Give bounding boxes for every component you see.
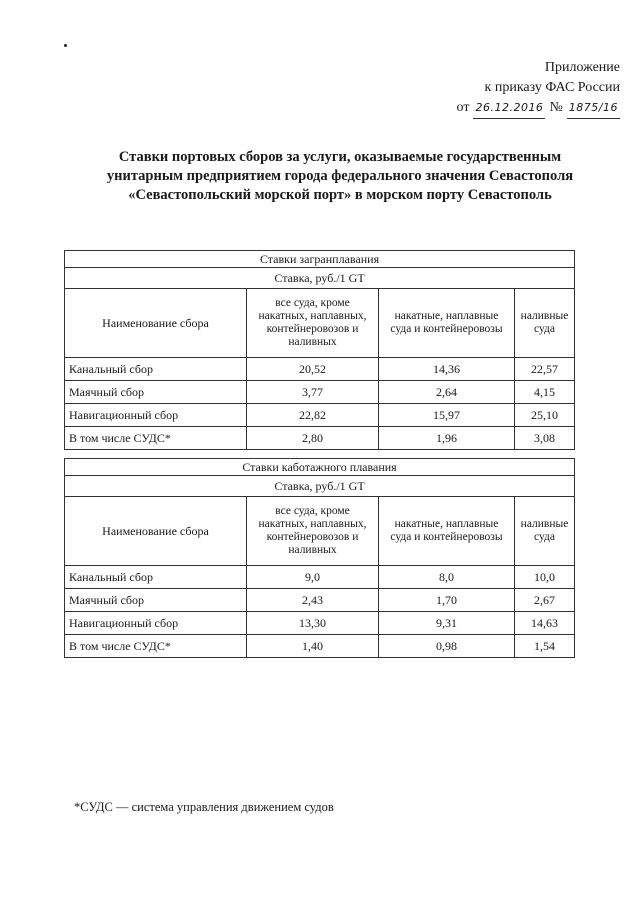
fee-value: 1,40: [247, 635, 379, 658]
table-row: [65, 427, 575, 450]
coastal-rates-table: [64, 458, 575, 658]
fee-value: 25,10: [515, 404, 575, 427]
fee-name: В том числе СУДС*: [65, 427, 247, 450]
column-header-tankers: наливные суда: [515, 497, 575, 566]
fee-value: 10,0: [515, 566, 575, 589]
column-header-all-vessels: все суда, кроме накатных, наплавных, контейнеровозов и наливных: [247, 289, 379, 358]
section-title: Ставки каботажного плавания: [65, 459, 575, 476]
fee-name: Навигационный сбор: [65, 612, 247, 635]
fee-value: 2,43: [247, 589, 379, 612]
table-row: [65, 381, 575, 404]
name-column-header: Наименование сбора: [65, 497, 247, 566]
fee-value: 9,0: [247, 566, 379, 589]
column-header-tankers: наливные суда: [515, 289, 575, 358]
scan-dot-mark: [64, 44, 67, 47]
fee-value: 2,67: [515, 589, 575, 612]
fee-value: 13,30: [247, 612, 379, 635]
table-row: [65, 404, 575, 427]
fee-value: 15,97: [379, 404, 515, 427]
fee-name: Канальный сбор: [65, 358, 247, 381]
fee-value: 2,80: [247, 427, 379, 450]
order-date: 26.12.2016: [473, 98, 545, 119]
fee-value: 0,98: [379, 635, 515, 658]
fee-value: 20,52: [247, 358, 379, 381]
order-number: 1875/16: [567, 98, 620, 119]
footnote: *СУДС — система управления движением судов: [74, 800, 334, 814]
appendix-title: Приложение: [544, 60, 620, 75]
column-header-all-vessels: все суда, кроме накатных, наплавных, контейнеровозов и наливных: [247, 497, 379, 566]
section-title: Ставки загранплавания: [65, 251, 575, 268]
fee-value: 22,82: [247, 404, 379, 427]
table-row: [65, 589, 575, 612]
table-row: [65, 612, 575, 635]
fee-name: Маячный сбор: [65, 589, 247, 612]
fee-name: Маячный сбор: [65, 381, 247, 404]
appendix-block: [400, 58, 620, 119]
name-column-header: Наименование сбора: [65, 289, 247, 358]
order-number-label: №: [549, 100, 563, 115]
table-row: [65, 358, 575, 381]
fee-value: 4,15: [515, 381, 575, 404]
table-row: [65, 566, 575, 589]
fee-name: Канальный сбор: [65, 566, 247, 589]
rate-unit-label: Ставка, руб./1 GT: [65, 268, 575, 289]
fee-value: 1,96: [379, 427, 515, 450]
order-prefix: от: [456, 100, 470, 115]
fee-value: 3,08: [515, 427, 575, 450]
table-row: [65, 635, 575, 658]
fee-value: 1,54: [515, 635, 575, 658]
rate-unit-label: Ставка, руб./1 GT: [65, 476, 575, 497]
fee-name: В том числе СУДС*: [65, 635, 247, 658]
fee-name: Навигационный сбор: [65, 404, 247, 427]
document-title: Ставки портовых сборов за услуги, оказываемые государственным унитарным предприятием города федерального значения Севастополя «Севастопольский морской порт» в морском порту Севастополь: [106, 149, 574, 203]
fee-value: 9,31: [379, 612, 515, 635]
fee-value: 3,77: [247, 381, 379, 404]
fee-value: 2,64: [379, 381, 515, 404]
fee-value: 22,57: [515, 358, 575, 381]
foreign-rates-table: [64, 250, 575, 450]
fee-value: 8,0: [379, 566, 515, 589]
column-header-roro-containers: накатные, наплавные суда и контейнеровозы: [379, 289, 515, 358]
fee-value: 14,36: [379, 358, 515, 381]
appendix-order-line: [400, 98, 620, 119]
appendix-order-ref: к приказу ФАС России: [484, 80, 620, 95]
column-header-roro-containers: накатные, наплавные суда и контейнеровозы: [379, 497, 515, 566]
fee-value: 1,70: [379, 589, 515, 612]
fee-value: 14,63: [515, 612, 575, 635]
